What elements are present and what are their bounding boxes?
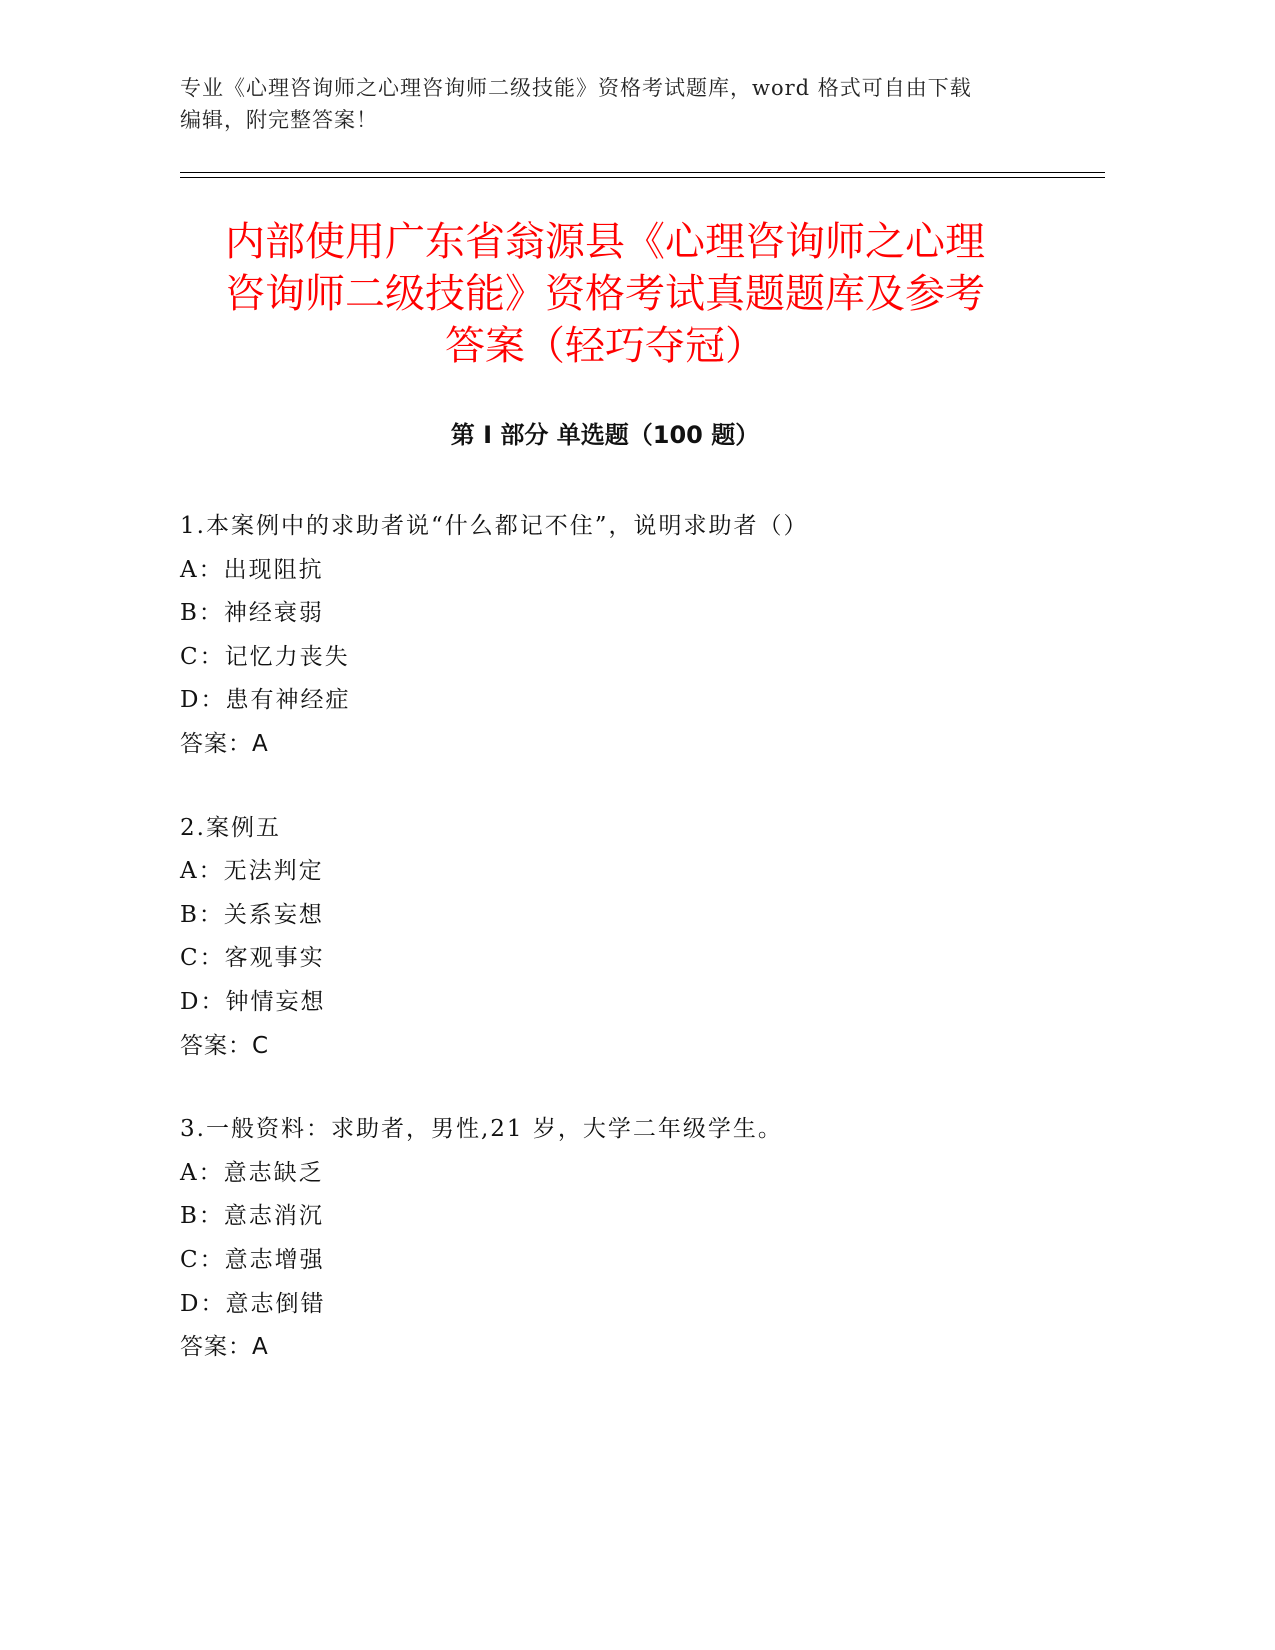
option-b: B：神经衰弱: [180, 600, 324, 627]
option-b: B：关系妄想: [180, 901, 324, 928]
question-stem: 2.案例五: [180, 814, 281, 841]
title-line-2: 咨询师二级技能》资格考试真题题库及参考: [225, 271, 985, 317]
option-a: A：无法判定: [180, 858, 324, 885]
header-note-line-1: 专业《心理咨询师之心理咨询师二级技能》资格考试题库，word 格式可自由下载: [180, 76, 972, 100]
header-note-line-2: 编辑，附完整答案！: [180, 108, 378, 132]
question-3: [180, 1108, 1080, 1370]
question-1: [180, 505, 1080, 767]
question-2: [180, 807, 1080, 1069]
option-a: A：意志缺乏: [180, 1159, 324, 1186]
option-a: A：出现阻抗: [180, 556, 324, 583]
title-line-1: 内部使用广东省翁源县《心理咨询师之心理: [225, 219, 985, 265]
title-line-3: 答案（轻巧夺冠）: [445, 323, 765, 369]
option-c: C：记忆力丧失: [180, 643, 350, 670]
question-list: [180, 505, 1080, 1410]
header-divider-thick: [180, 172, 1105, 173]
header-divider-thin: [180, 177, 1105, 178]
question-stem: 3.一般资料：求助者，男性,21 岁，大学二年级学生。: [180, 1116, 783, 1143]
option-d: D：钟情妄想: [180, 988, 326, 1015]
answer: 答案：C: [180, 1032, 270, 1059]
answer: 答案：A: [180, 1334, 269, 1361]
option-d: D：意志倒错: [180, 1290, 326, 1317]
question-stem: 1.本案例中的求助者说“什么都记不住”，说明求助者（）: [180, 513, 809, 539]
option-d: D：患有神经症: [180, 687, 351, 714]
option-b: B：意志消沉: [180, 1203, 324, 1230]
option-c: C：意志增强: [180, 1246, 325, 1273]
section-heading: 第 I 部分 单选题（100 题）: [450, 421, 760, 449]
answer: 答案：A: [180, 730, 269, 757]
option-c: C：客观事实: [180, 945, 325, 972]
header-note: [180, 72, 1060, 136]
document-title: [175, 216, 1035, 372]
